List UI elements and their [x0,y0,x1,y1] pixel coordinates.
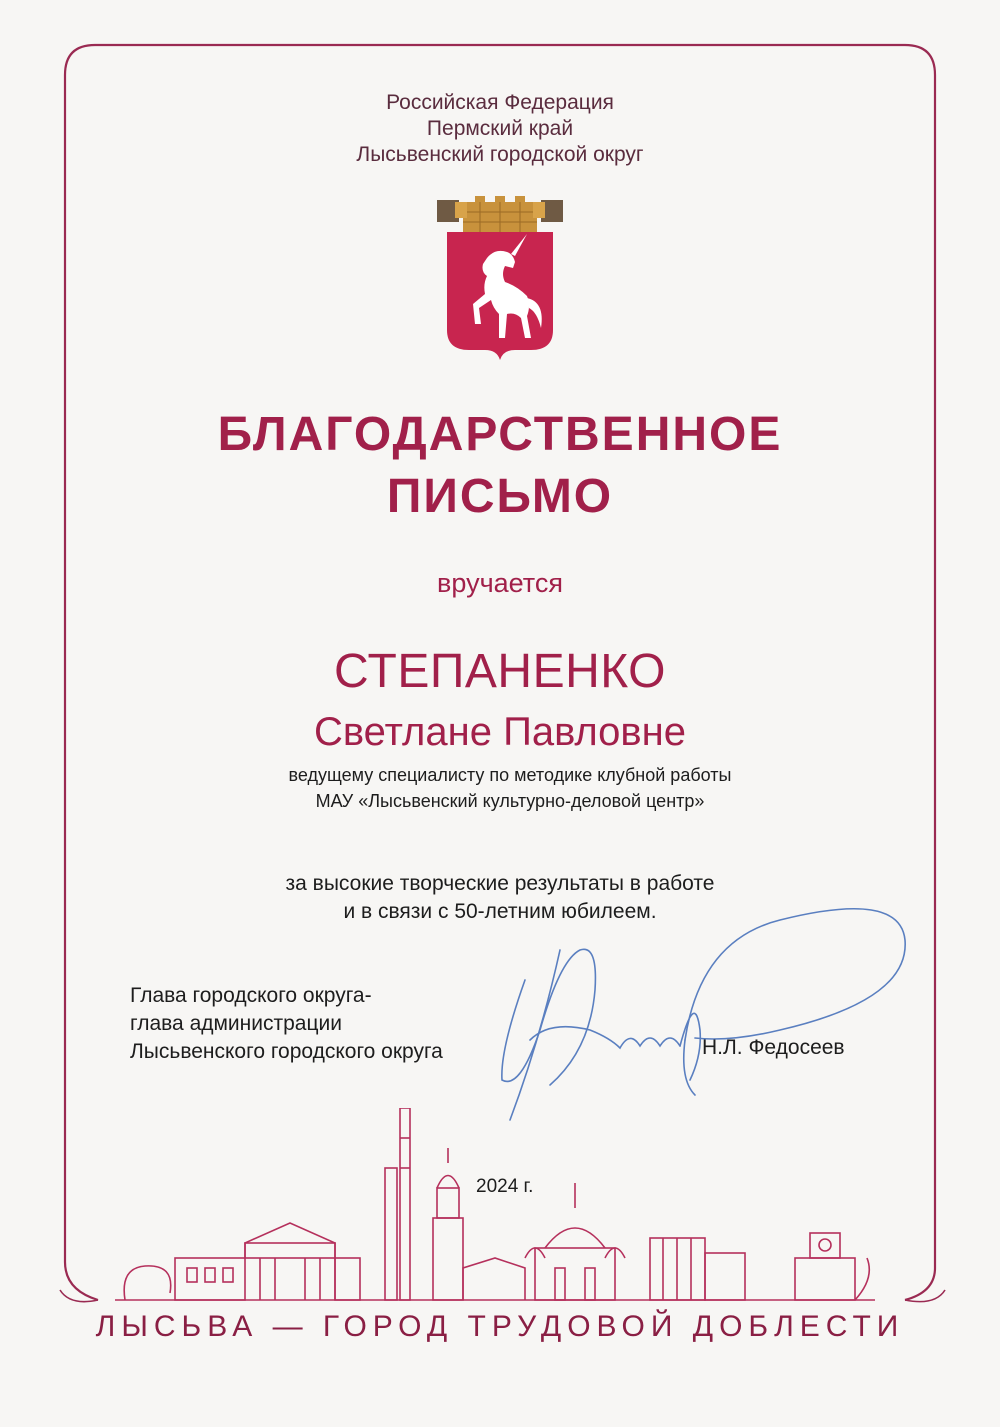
title-line-2: ПИСЬМО [386,470,614,523]
signer-title-line-1: Глава городского округа- [130,984,372,1007]
issue-year: 2024 г. [476,1176,534,1197]
handwritten-signature [480,880,920,1130]
signer-title-line-2: глава администрации [130,1012,342,1035]
position-line-2: МАУ «Лысьвенский культурно-деловой центр» [315,791,705,811]
signer-name: Н.Л. Федосеев [702,1036,845,1059]
crown-icon [437,196,563,232]
presented-label: вручается [437,568,563,598]
document-title [0,404,1000,528]
header-country: Российская Федерация [386,91,614,114]
header-district: Лысьвенский городской округ [356,143,644,166]
coat-of-arms-unicorn-icon [435,190,565,360]
city-skyline-illustration [115,1108,885,1308]
header-region: Пермский край [426,117,574,140]
issuer-header [0,90,1000,168]
footer-slogan: ЛЫСЬВА — ГОРОД ТРУДОВОЙ ДОБЛЕСТИ [95,1310,905,1343]
reason-line-2: и в связи с 50-летним юбилеем. [343,900,657,923]
recipient-position [250,762,770,814]
title-line-1: БЛАГОДАРСТВЕННОЕ [217,408,783,461]
recipient-given-names: Светлане Павловне [313,710,687,754]
signer-title-line-3: Лысьвенского городского округа [130,1040,443,1063]
recipient-surname: СТЕПАНЕНКО [333,645,667,698]
reason-line-1: за высокие творческие результаты в работе [285,872,715,895]
position-line-1: ведущему специалисту по методике клубной работы [288,765,732,785]
